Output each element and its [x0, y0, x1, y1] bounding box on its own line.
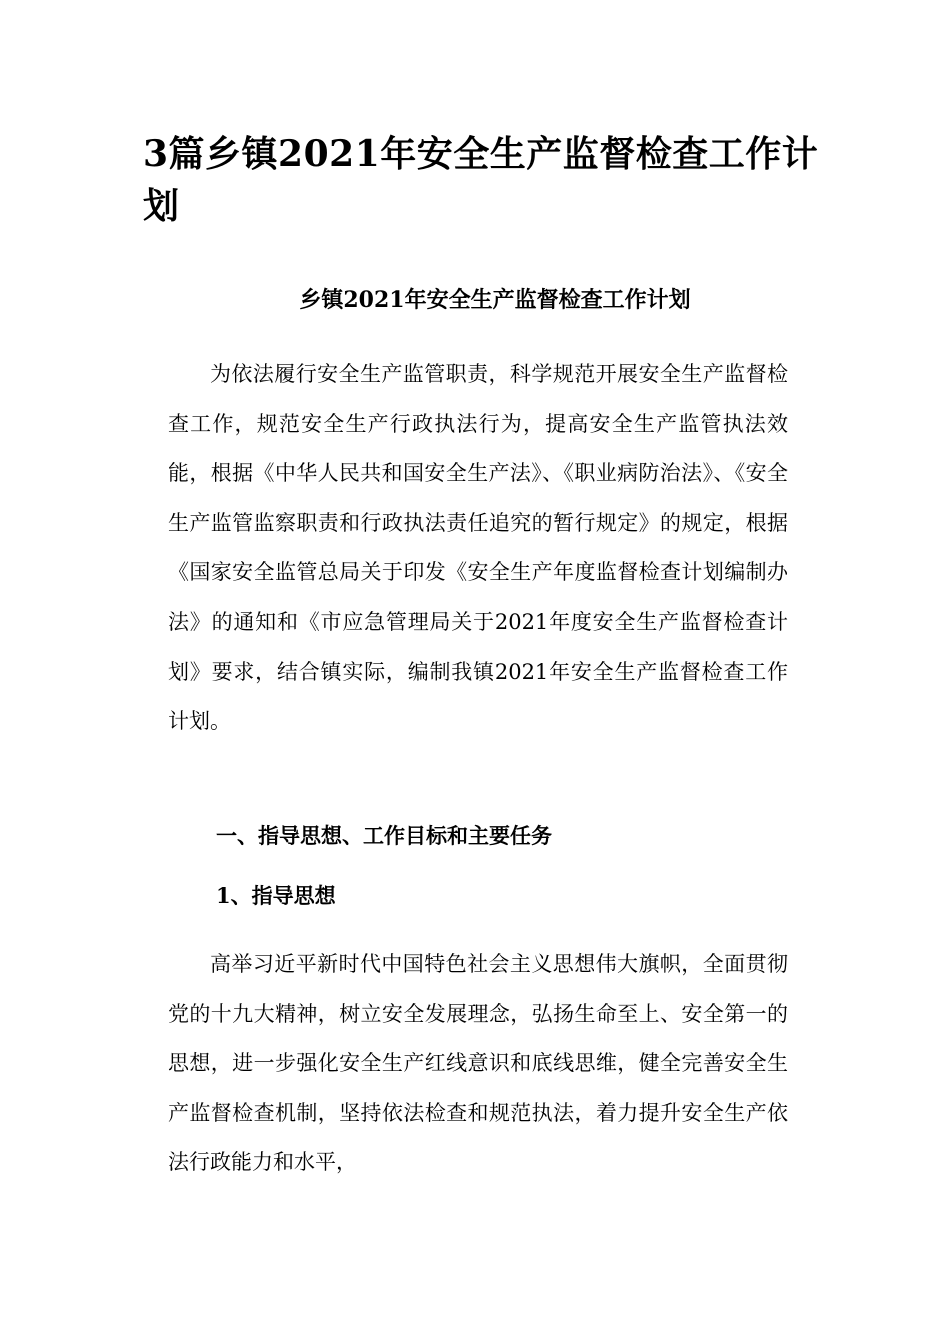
document-subtitle: 乡镇2021年安全生产监督检查工作计划: [299, 287, 691, 313]
section-heading: 一、指导思想、工作目标和主要任务: [216, 823, 552, 848]
intro-paragraph: 为依法履行安全生产监管职责，科学规范开展安全生产监督检查工作，规范安全生产行政执法行为，提高安全生产监管执法效能，根据《中华人民共和国安全生产法》、《职业病防治法》、《安全生产监管监察职责和行政执法责任追究的暂行规定》的规定，根据《国家安全监管总局关于印发《安全生产年度监督检查计划编制办法》的通知和《市应急管理局关于2021年度安全生产监督检查计划》要求，结合镇实际，编制我镇2021年安全生产监督检查工作计划。: [168, 362, 788, 734]
subsection-heading: 1、指导思想: [216, 883, 336, 908]
document-title: 3篇乡镇2021年安全生产监督检查工作计划: [143, 133, 819, 227]
guiding-thought-paragraph: 高举习近平新时代中国特色社会主义思想伟大旗帜，全面贯彻党的十九大精神，树立安全发展理念，弘扬生命至上、安全第一的思想，进一步强化安全生产红线意识和底线思维，健全完善安全生产监督检查机制，坚持依法检查和规范执法，着力提升安全生产依法行政能力和水平，: [168, 952, 788, 1175]
